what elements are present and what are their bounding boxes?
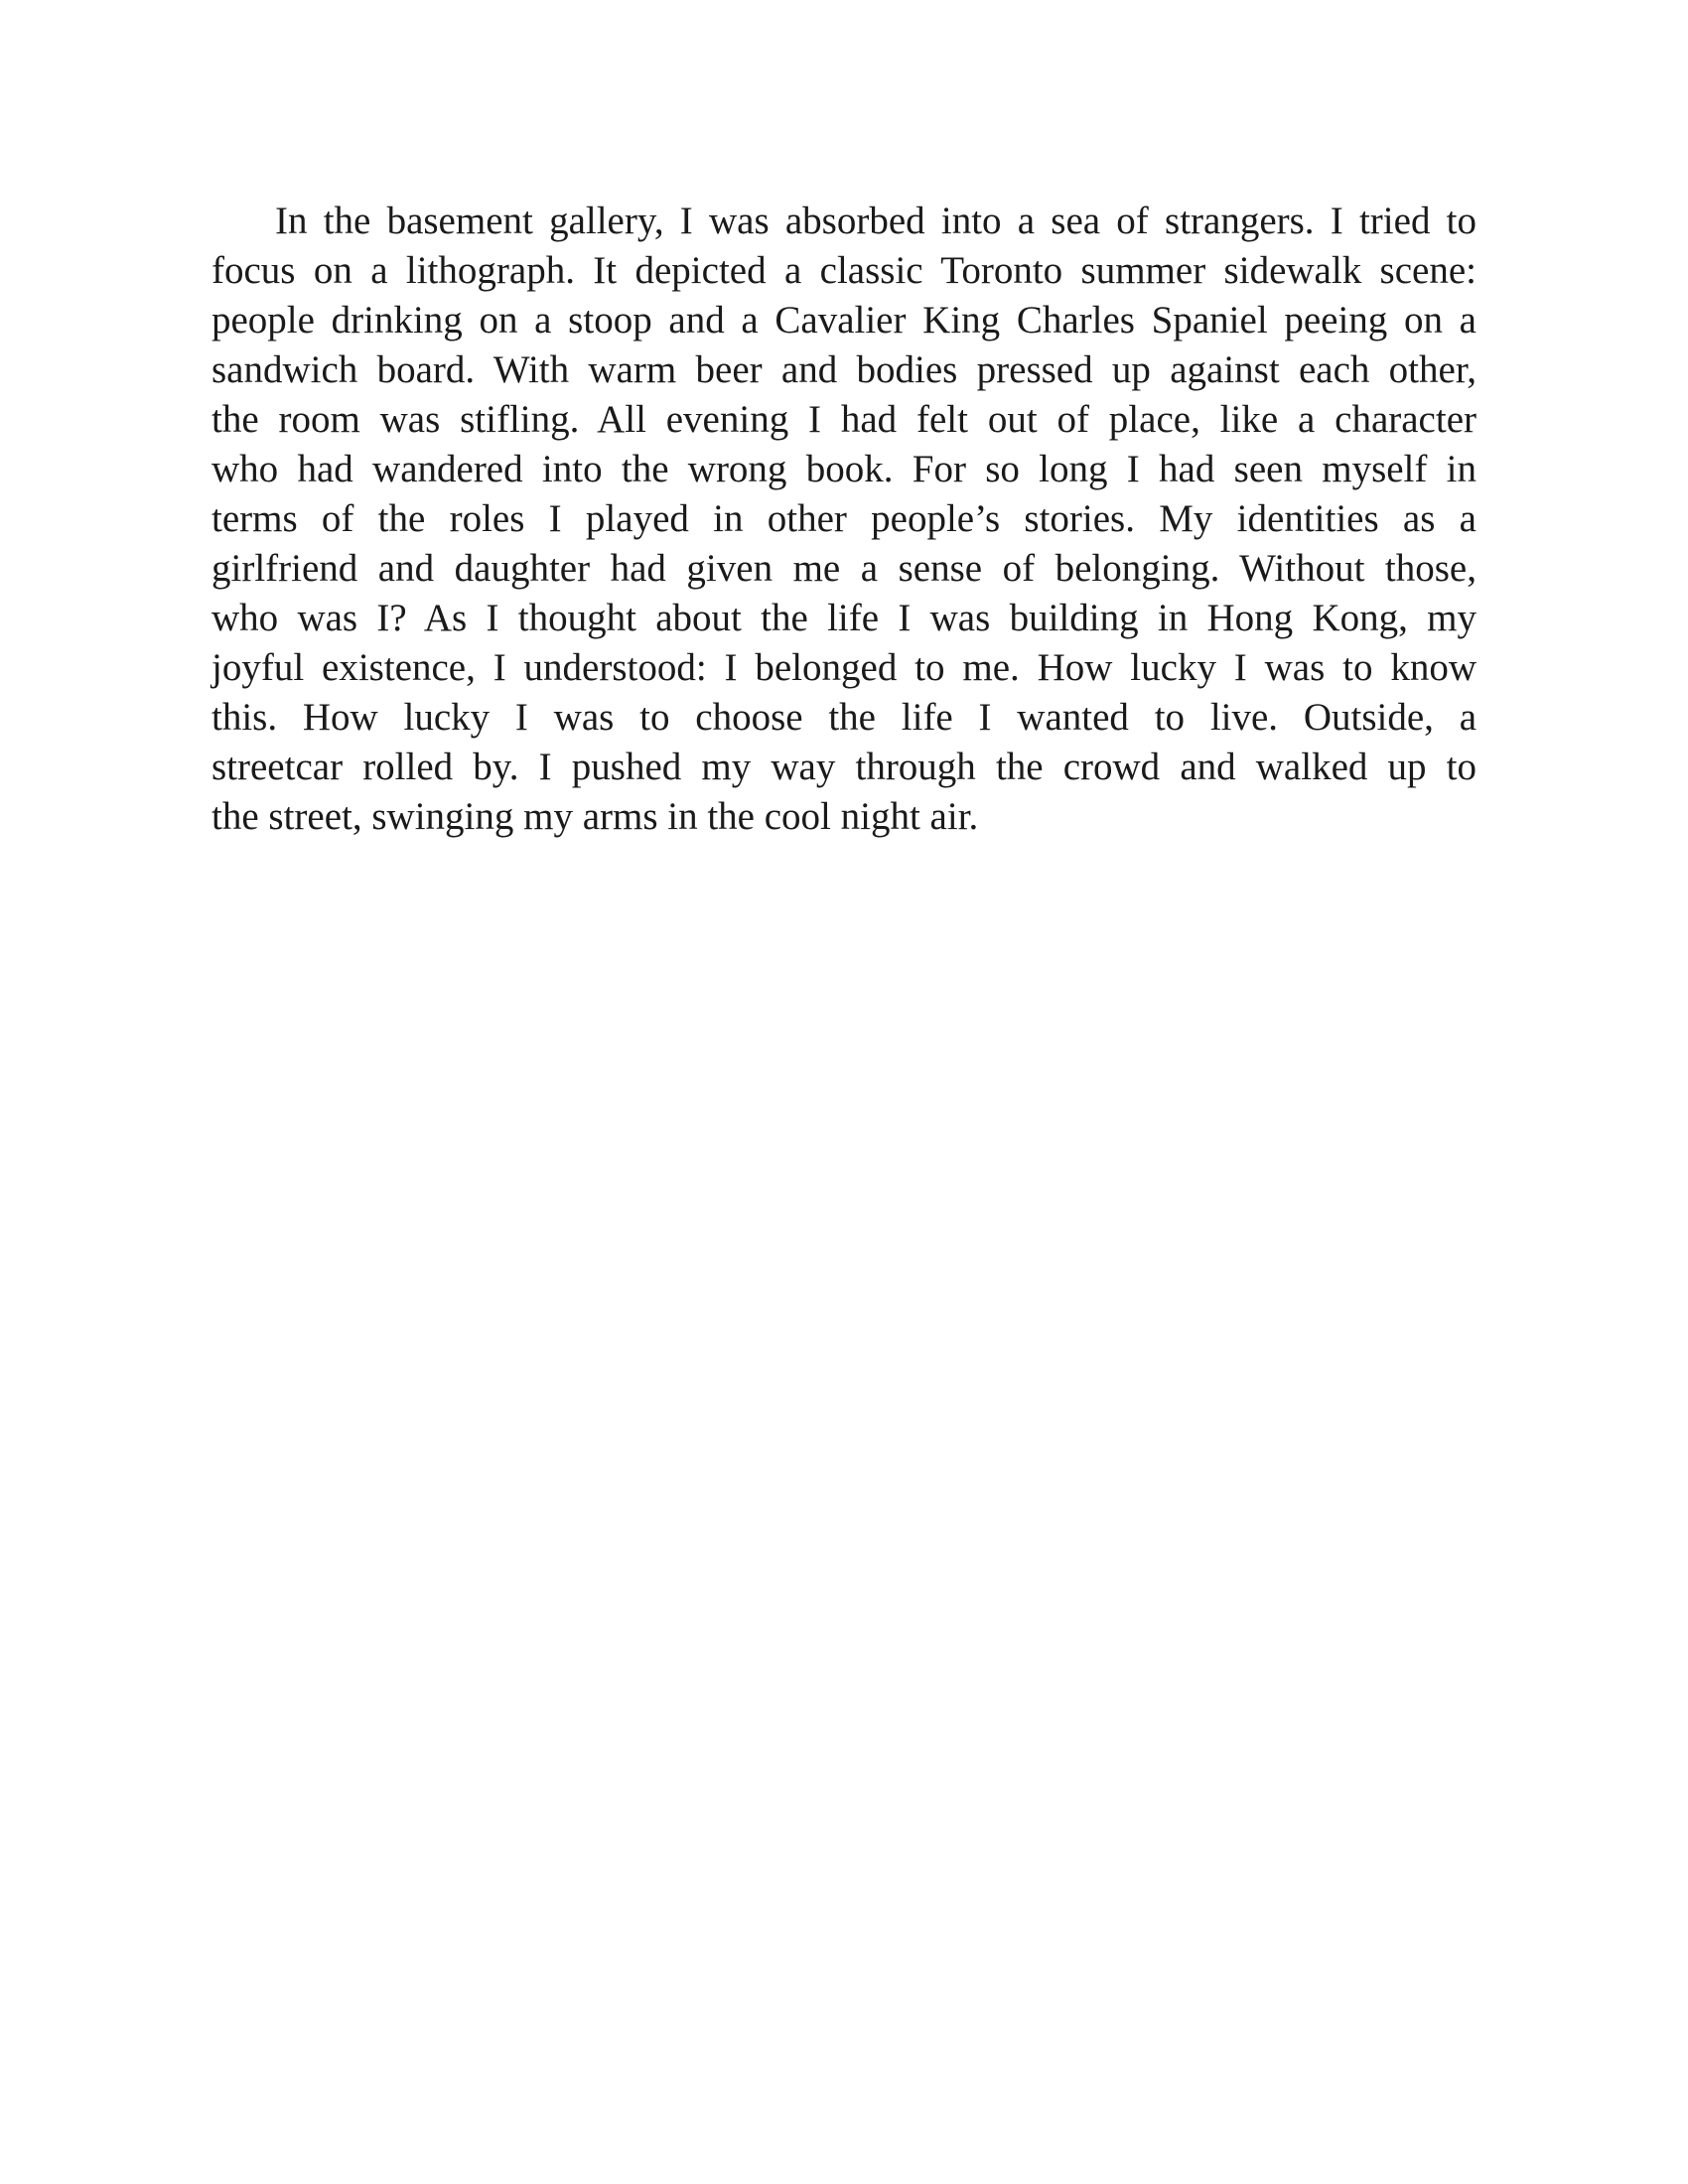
paragraph-line: streetcar rolled by. I pushed my way through the crowd and walked up to xyxy=(211,746,1477,788)
paragraph-line: this. How lucky I was to choose the life I wanted to live. Outside, a xyxy=(211,696,1477,739)
paragraph-line: the room was stifling. All evening I had felt out of place, like a character xyxy=(211,398,1477,441)
paragraph-line: who had wandered into the wrong book. For so long I had seen myself in xyxy=(211,448,1477,490)
paragraph-line: the street, swinging my arms in the cool night air. xyxy=(211,795,979,838)
paragraph-line: people drinking on a stoop and a Cavalier King Charles Spaniel peeing on a xyxy=(211,299,1477,341)
paragraph-line: terms of the roles I played in other people’s stories. My identities as a xyxy=(211,497,1477,540)
paragraph-line: In the basement gallery, I was absorbed into a sea of strangers. I tried to xyxy=(275,200,1477,242)
paragraph-line: focus on a lithograph. It depicted a classic Toronto summer sidewalk scene: xyxy=(211,249,1477,292)
paragraph-line: who was I? As I thought about the life I was building in Hong Kong, my xyxy=(211,597,1477,639)
paragraph-line: joyful existence, I understood: I belonged to me. How lucky I was to know xyxy=(211,646,1477,689)
body-paragraph xyxy=(211,197,1477,842)
paragraph-line: sandwich board. With warm beer and bodies pressed up against each other, xyxy=(211,348,1477,391)
paragraph-line: girlfriend and daughter had given me a sense of belonging. Without those, xyxy=(211,547,1477,590)
